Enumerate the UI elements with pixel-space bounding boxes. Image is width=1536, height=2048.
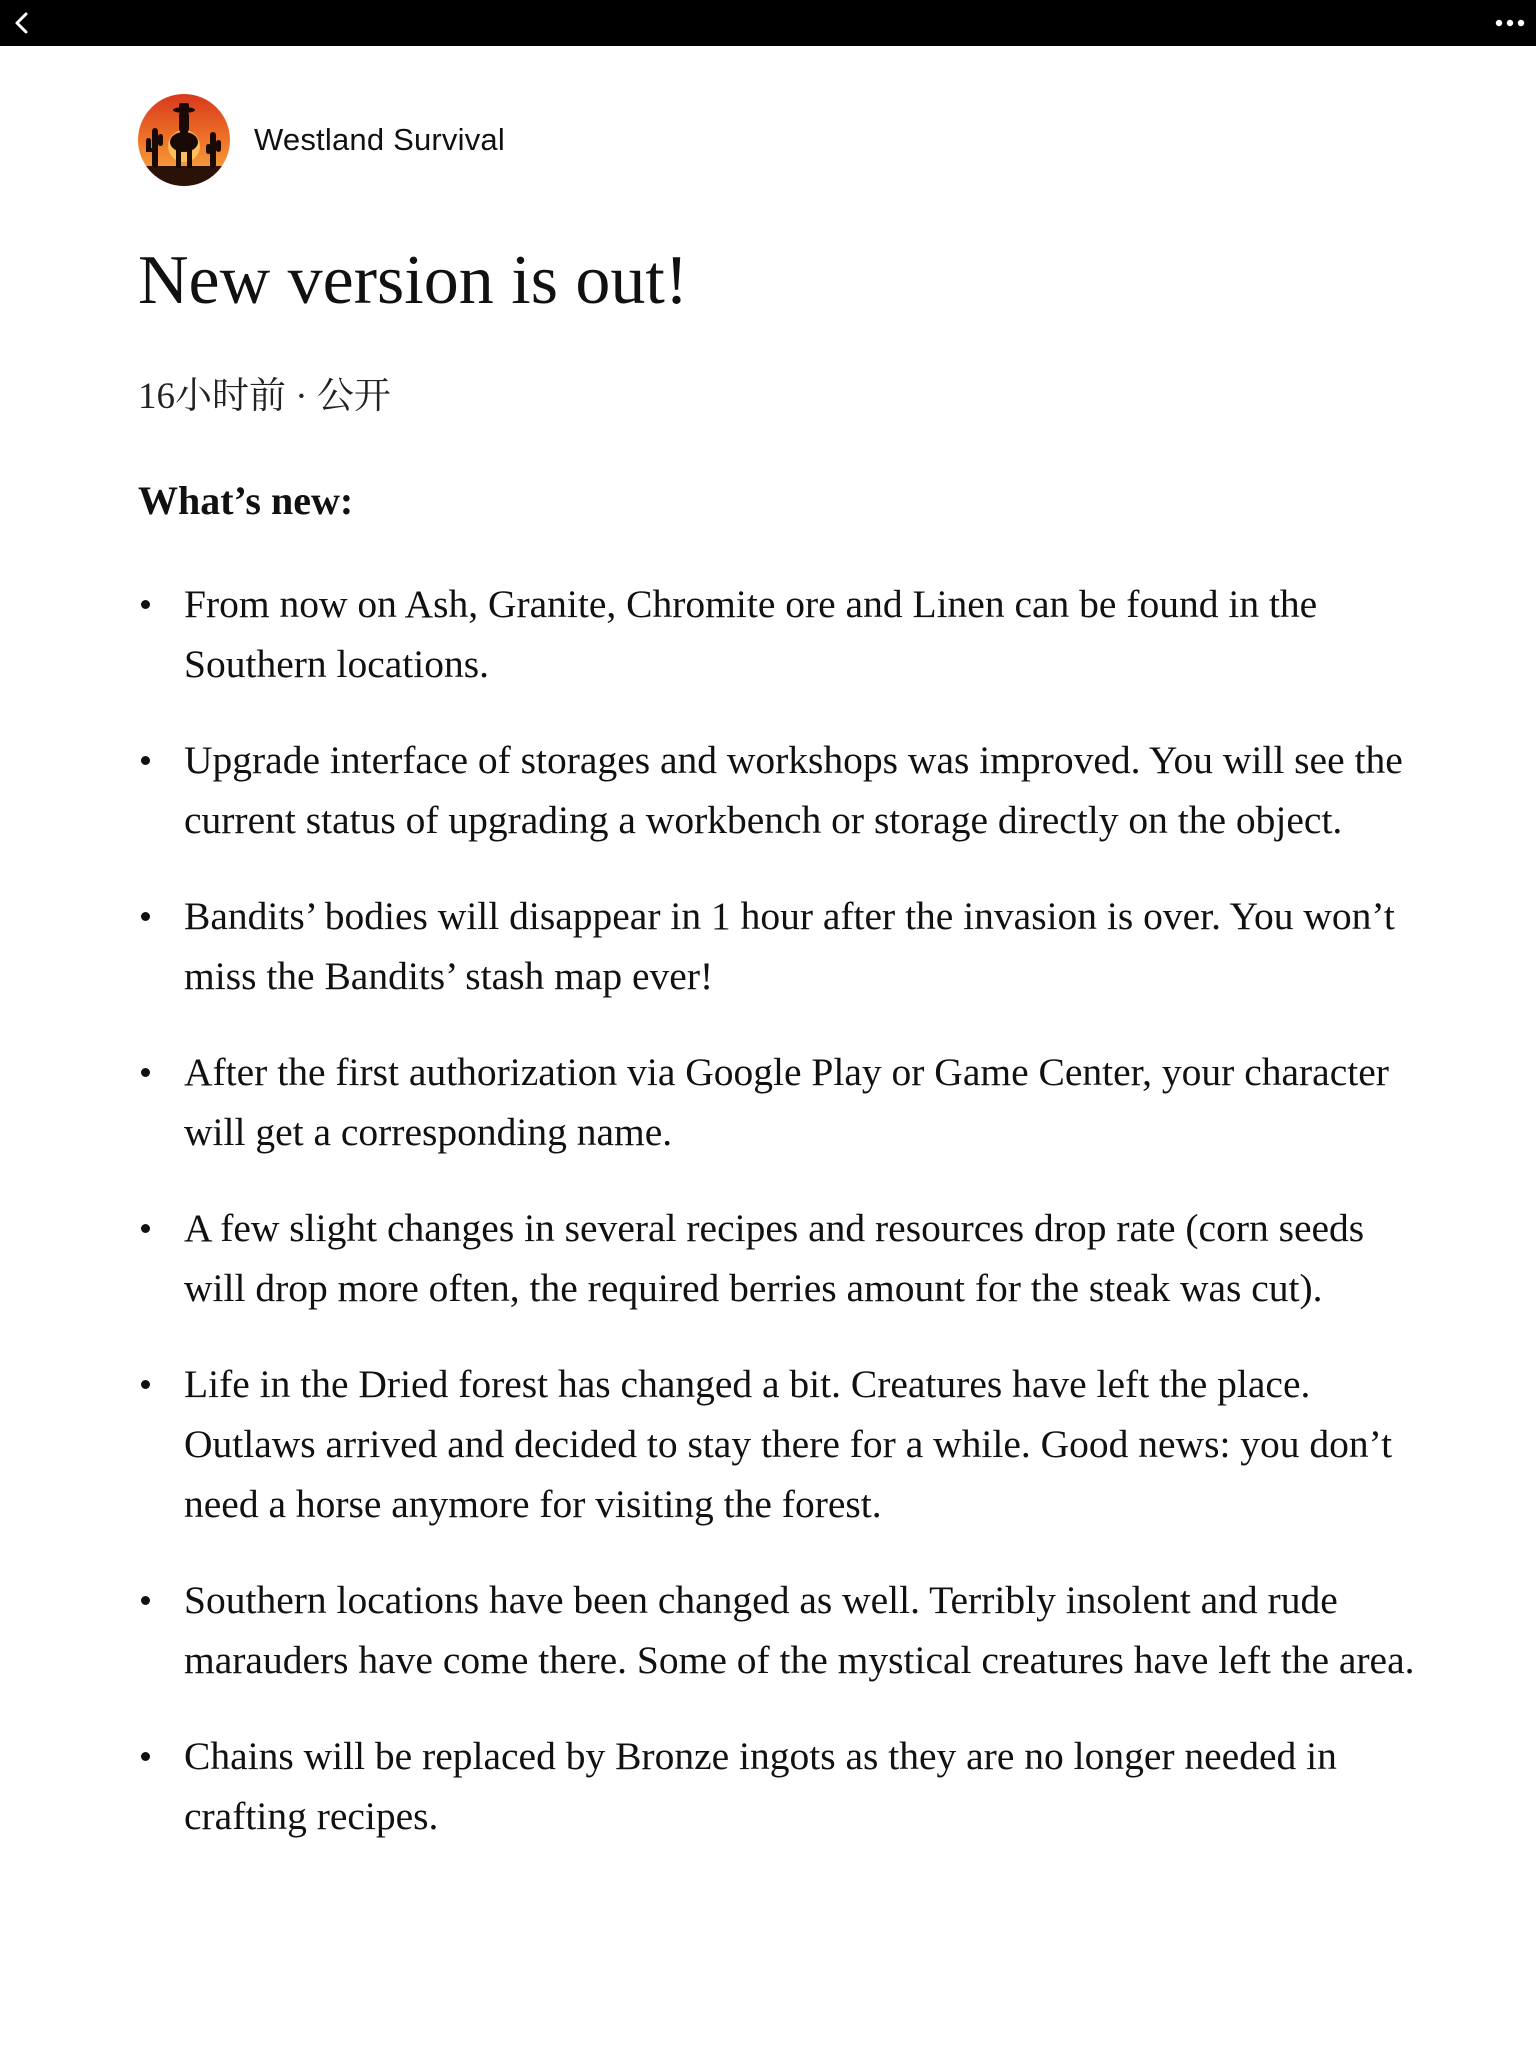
more-dots-icon: [1495, 18, 1525, 28]
list-item: [138, 574, 1418, 694]
top-navigation-bar: [0, 0, 1536, 46]
list-item: [138, 1354, 1418, 1534]
author-name[interactable]: Westland Survival: [254, 122, 505, 157]
list-item: [138, 886, 1418, 1006]
bullet-icon: [141, 1752, 150, 1761]
author-header[interactable]: [138, 94, 1418, 186]
bullet-icon: [141, 756, 150, 765]
bullet-icon: [141, 1380, 150, 1389]
bullet-icon: [141, 600, 150, 609]
list-item-text: Bandits’ bodies will disappear in 1 hour after the invasion is over. You won’t miss the Bandits’ stash map ever!: [184, 894, 1395, 998]
post-title: New version is out!: [138, 242, 689, 319]
list-item: [138, 1570, 1418, 1690]
list-item-text: Life in the Dried forest has changed a bit. Creatures have left the place. Outlaws arrived and decided to stay there for a while. Good news: you don’t need a horse anymore for visiting the forest.: [184, 1362, 1393, 1526]
list-item-text: After the first authorization via Google Play or Game Center, your character will get a corresponding name.: [184, 1050, 1389, 1154]
chevron-left-icon: [11, 10, 33, 36]
more-options-button[interactable]: [1490, 7, 1530, 39]
bullet-icon: [141, 1068, 150, 1077]
list-item: [138, 1042, 1418, 1162]
post-meta: 16小时前 · 公开: [138, 376, 391, 417]
list-item: [138, 1198, 1418, 1318]
post-content: [138, 94, 1418, 1882]
section-heading: What’s new:: [138, 478, 354, 523]
back-button[interactable]: [6, 7, 38, 39]
bullet-icon: [141, 1596, 150, 1605]
avatar[interactable]: [138, 94, 230, 186]
list-item-text: Southern locations have been changed as well. Terribly insolent and rude marauders have come there. Some of the mystical creatures have left the area.: [184, 1578, 1415, 1682]
changelog-list: [138, 574, 1418, 1846]
list-item-text: From now on Ash, Granite, Chromite ore and Linen can be found in the Southern locations.: [184, 582, 1318, 686]
list-item-text: Chains will be replaced by Bronze ingots as they are no longer needed in crafting recipes.: [184, 1734, 1337, 1838]
cowboy-sunset-avatar-icon: [138, 94, 230, 186]
bullet-icon: [141, 1224, 150, 1233]
bullet-icon: [141, 912, 150, 921]
list-item-text: A few slight changes in several recipes and resources drop rate (corn seeds will drop more often, the required berries amount for the steak was cut).: [184, 1206, 1365, 1310]
list-item-text: Upgrade interface of storages and workshops was improved. You will see the current status of upgrading a workbench or storage directly on the object.: [184, 738, 1403, 842]
list-item: [138, 730, 1418, 850]
list-item: [138, 1726, 1418, 1846]
